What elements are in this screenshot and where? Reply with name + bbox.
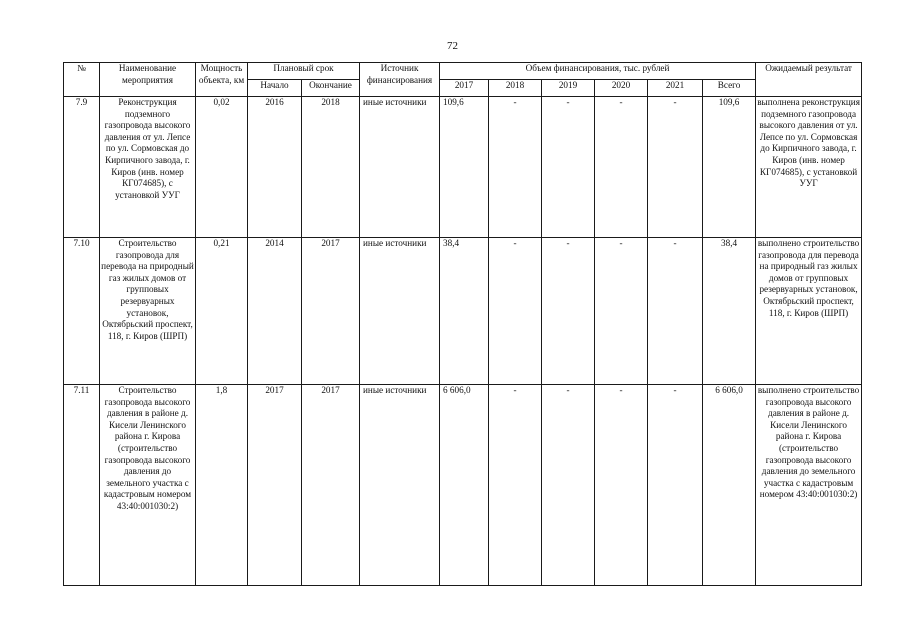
row-source: иные источники: [360, 238, 440, 385]
table-row: [64, 238, 862, 385]
row-value-2019: -: [542, 97, 595, 238]
header-num: №: [64, 63, 100, 97]
header-result: Ожидаемый результат: [756, 63, 862, 97]
row-value-total: 38,4: [703, 238, 756, 385]
row-name: Строительство газопровода высокого давления в районе д. Кисели Ленинского района г. Кирова (строительство газопровода высокого давления до земельного участка с кадастровым номером 43:40:001030:2): [100, 385, 196, 586]
header-capacity: Мощность объекта, км: [196, 63, 248, 97]
funding-table: [63, 62, 862, 586]
header-planned-term: Плановый срок: [248, 63, 360, 80]
header-start: Начало: [248, 80, 302, 97]
row-value-2020: -: [595, 385, 648, 586]
header-year: 2018: [489, 80, 542, 97]
row-name: Строительство газопровода для перевода на природный газ жилых домов от групповых резервуарных установок, Октябрьский проспект, 118, г. Киров (ШРП): [100, 238, 196, 385]
header-end: Окончание: [302, 80, 360, 97]
row-end: 2017: [302, 385, 360, 586]
header-year: 2019: [542, 80, 595, 97]
row-value-2017: 109,6: [440, 97, 489, 238]
row-start: 2014: [248, 238, 302, 385]
row-value-total: 109,6: [703, 97, 756, 238]
row-value-2018: -: [489, 238, 542, 385]
row-value-2021: -: [648, 238, 703, 385]
header-year: 2021: [648, 80, 703, 97]
header-row: [64, 63, 862, 80]
row-result: выполнено строительство газопровода для перевода на природный газ жилых домов от групповых резервуарных установок, Октябрьский проспект, 118, г. Киров (ШРП): [756, 238, 862, 385]
header-funding: Объем финансирования, тыс. рублей: [440, 63, 756, 80]
row-value-total: 6 606,0: [703, 385, 756, 586]
header-year: 2020: [595, 80, 648, 97]
row-num: 7.10: [64, 238, 100, 385]
row-source: иные источники: [360, 385, 440, 586]
row-capacity: 0,02: [196, 97, 248, 238]
table-row: [64, 97, 862, 238]
row-source: иные источники: [360, 97, 440, 238]
row-capacity: 0,21: [196, 238, 248, 385]
row-name: Реконструкция подземного газопровода высокого давления от ул. Лепсе по ул. Сормовская до Кирпичного завода, г. Киров (инв. номер КГ074685), с установкой УУГ: [100, 97, 196, 238]
row-value-2020: -: [595, 97, 648, 238]
row-num: 7.11: [64, 385, 100, 586]
row-value-2018: -: [489, 385, 542, 586]
row-value-2018: -: [489, 97, 542, 238]
header-total: Всего: [703, 80, 756, 97]
row-end: 2017: [302, 238, 360, 385]
row-value-2017: 6 606,0: [440, 385, 489, 586]
row-value-2021: -: [648, 385, 703, 586]
row-capacity: 1,8: [196, 385, 248, 586]
page-number: 72: [447, 40, 458, 52]
row-num: 7.9: [64, 97, 100, 238]
header-name: Наименование мероприятия: [100, 63, 196, 97]
row-start: 2016: [248, 97, 302, 238]
row-value-2019: -: [542, 385, 595, 586]
table-row: [64, 385, 862, 586]
row-value-2020: -: [595, 238, 648, 385]
row-value-2019: -: [542, 238, 595, 385]
row-value-2021: -: [648, 97, 703, 238]
row-start: 2017: [248, 385, 302, 586]
header-source: Источник финансирования: [360, 63, 440, 97]
row-value-2017: 38,4: [440, 238, 489, 385]
header-year: 2017: [440, 80, 489, 97]
row-result: выполнена реконструкция подземного газопровода высокого давления от ул. Лепсе по ул. Сормовская до Кирпичного завода, г. Киров (инв. номер КГ074685), с установкой УУГ: [756, 97, 862, 238]
row-result: выполнено строительство газопровода высокого давления в районе д. Кисели Ленинского района г. Кирова (строительство газопровода высокого давления до земельного участка с кадастровым номером 43:40:001030:2): [756, 385, 862, 586]
row-end: 2018: [302, 97, 360, 238]
